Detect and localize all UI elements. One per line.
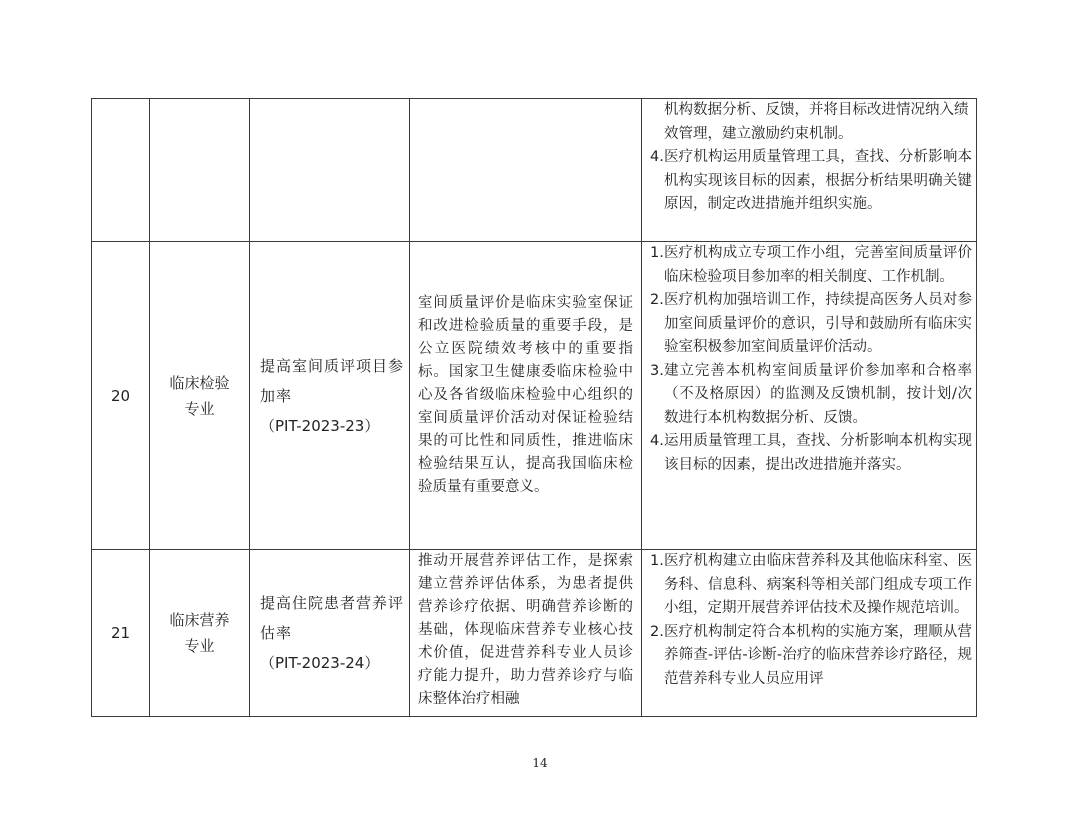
measure-number: 2. [650, 292, 664, 308]
measure-item [650, 550, 972, 621]
goal-title: 提高室间质评项目参加率 [260, 356, 405, 405]
measure-number: 4. [650, 149, 664, 165]
specialty-cell [150, 550, 250, 717]
table-row [92, 550, 977, 717]
measure-item [650, 242, 972, 289]
measure-number: 2. [650, 623, 664, 640]
measure-number: 1. [650, 553, 664, 569]
goal-cell [250, 242, 410, 550]
measure-continuation: 机构数据分析、反馈，并将目标改进情况纳入绩效管理，建立激励约束机制。 [664, 102, 969, 142]
measure-item [650, 430, 972, 477]
row-number-cell: 21 [92, 550, 150, 717]
measure-text: 医疗机构建立由临床营养科及其他临床科室、医务科、信息科、病案科等相关部门组成专项工作小组，定期开展营养评估技术及操作规范培训。 [664, 553, 972, 616]
measure-number: 3. [650, 362, 664, 379]
measure-number: 1. [650, 245, 664, 261]
background-cell [410, 99, 642, 242]
table-row [92, 242, 977, 550]
background-cell: 室间质量评价是临床实验室保证和改进检验质量的重要手段，是公立医院绩效考核中的重要指标。国家卫生健康委临床检验中心及各省级临床检验中心组织的室间质量评价活动对保证检验结果的可比性和同质性，推进临床检验结果互认，提高我国临床检验质量有重要意义。 [410, 242, 642, 550]
goal-code: （PIT-2023-24） [260, 654, 380, 672]
goal-cell [250, 550, 410, 717]
page-number: 14 [532, 756, 548, 770]
specialty-label: 临床营养专业 [169, 611, 230, 655]
specialty-label: 临床检验专业 [169, 373, 230, 418]
goal-title: 提高住院患者营养评估率 [260, 594, 405, 642]
measure-text: 医疗机构成立专项工作小组，完善室间质量评价临床检验项目参加率的相关制度、工作机制。 [664, 245, 972, 285]
specialty-cell [150, 99, 250, 242]
measure-item [650, 621, 972, 692]
measure-text: 运用质量管理工具，查找、分析影响本机构实现该目标的因素，提出改进措施并落实。 [664, 433, 972, 473]
measures-cell [642, 99, 977, 242]
measures-cell [642, 550, 977, 717]
table-row [92, 99, 977, 242]
measure-text: 建立完善本机构室间质量评价参加率和合格率（不及格原因）的监测及反馈机制，按计划/次数进行本机构数据分析、反馈。 [664, 362, 972, 426]
quality-goals-table [91, 98, 977, 717]
measure-item [650, 289, 972, 360]
goal-code: （PIT-2023-23） [260, 416, 380, 435]
measures-cell [642, 242, 977, 550]
measure-number: 4. [650, 433, 664, 449]
measure-item [650, 360, 972, 431]
goal-cell [250, 99, 410, 242]
specialty-cell [150, 242, 250, 550]
row-number-cell [92, 99, 150, 242]
row-number-cell: 20 [92, 242, 150, 550]
measure-item [650, 146, 972, 217]
measure-text: 医疗机构运用质量管理工具，查找、分析影响本机构实现该目标的因素，根据分析结果明确关键原因，制定改进措施并组织实施。 [664, 149, 972, 212]
background-cell: 推动开展营养评估工作，是探索建立营养评估体系，为患者提供营养诊疗依据、明确营养诊断的基础，体现临床营养专业核心技术价值，促进营养科专业人员诊疗能力提升，助力营养诊疗与临床整体治疗相融 [410, 550, 642, 717]
measure-text: 医疗机构制定符合本机构的实施方案，理顺从营养筛查-评估-诊断-治疗的临床营养诊疗路径，规范营养科专业人员应用评 [664, 623, 972, 687]
measure-text: 医疗机构加强培训工作，持续提高医务人员对参加室间质量评价的意识，引导和鼓励所有临床实验室积极参加室间质量评价活动。 [664, 292, 972, 355]
